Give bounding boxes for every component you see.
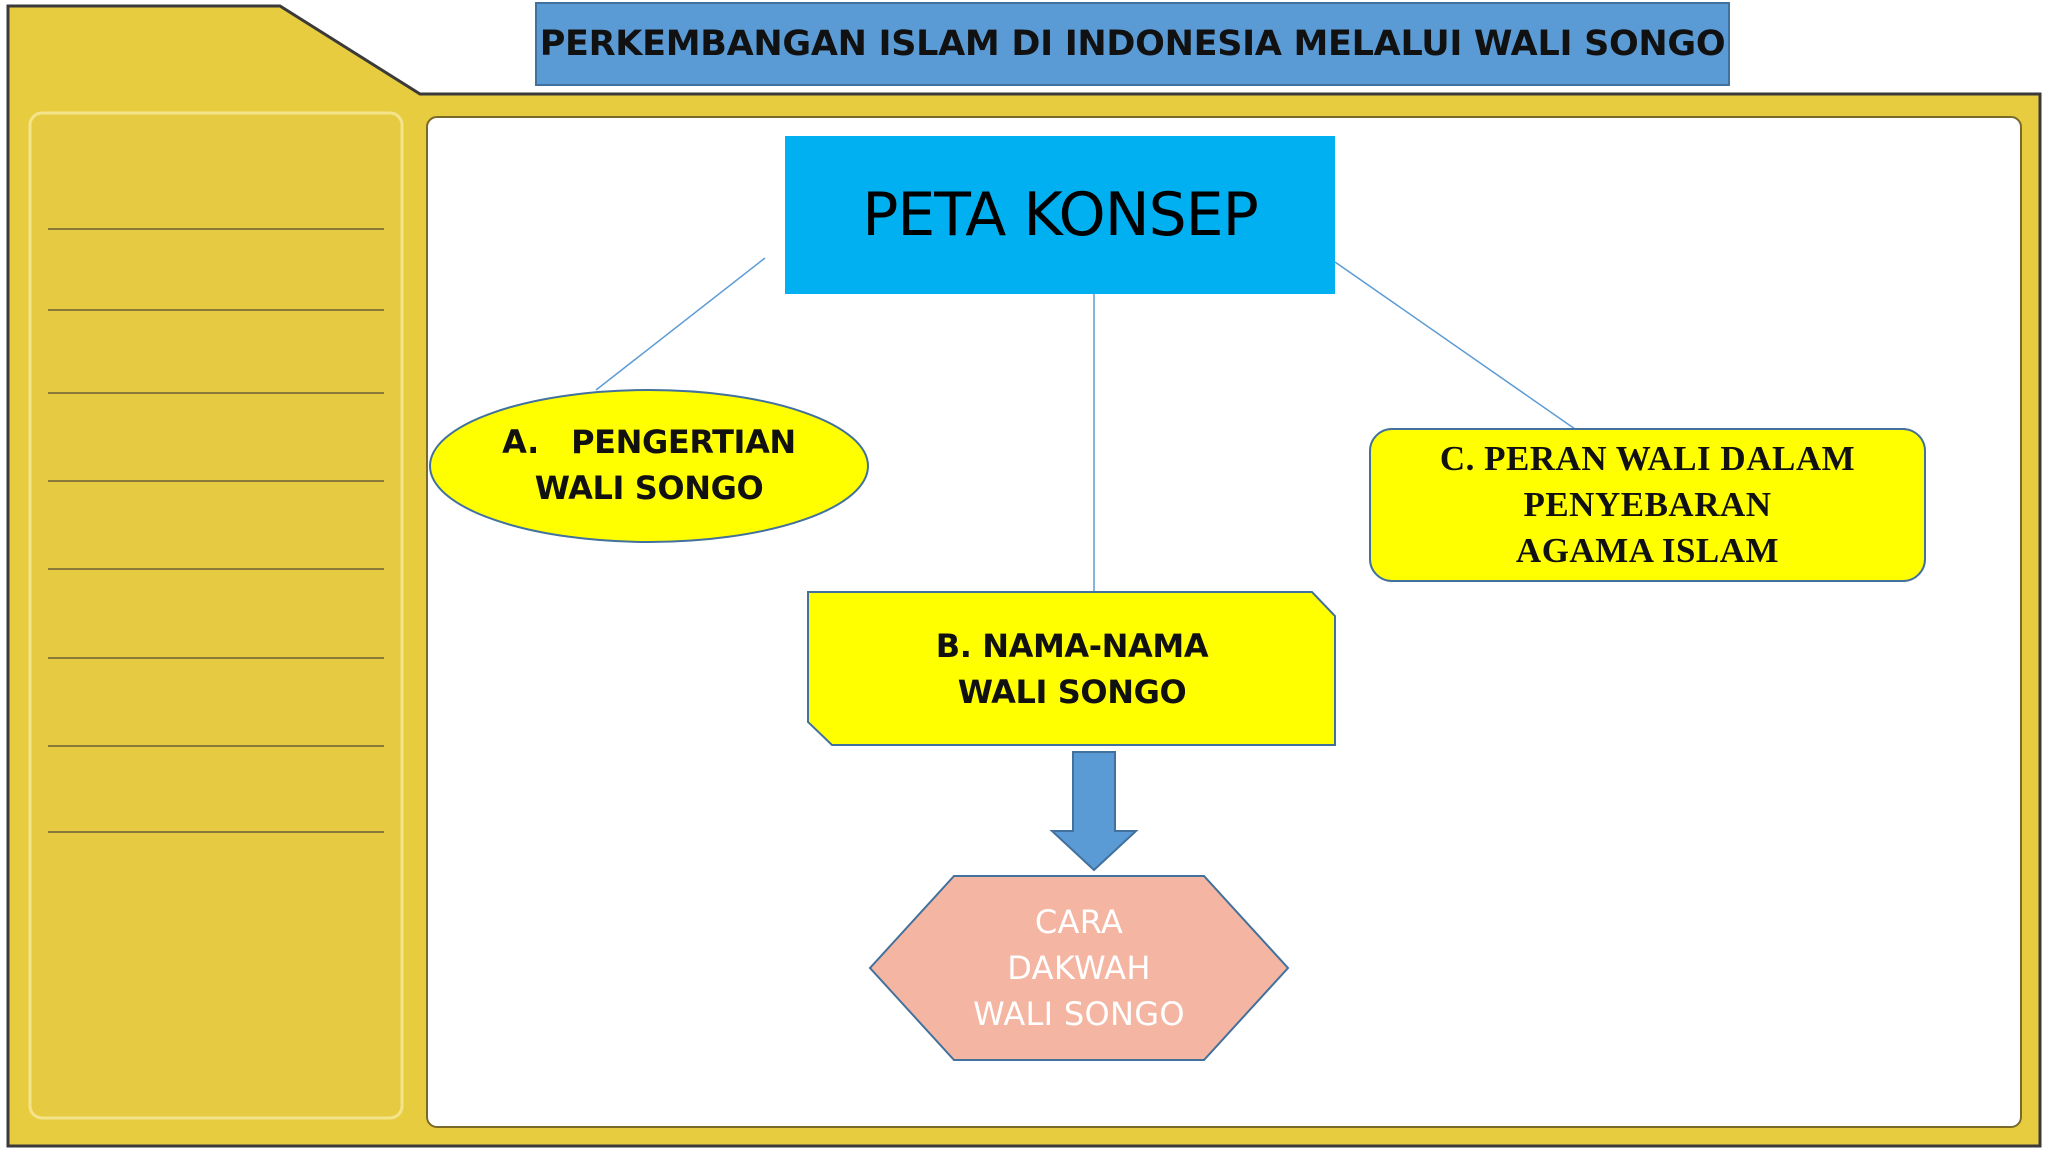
node-c-line: AGAMA ISLAM — [1515, 531, 1780, 570]
main-concept-box — [785, 136, 1335, 294]
node-a-text — [502, 419, 796, 511]
node-c-line: PENYEBARAN — [1523, 485, 1772, 524]
node-d-line: DAKWAH — [1007, 949, 1151, 987]
node-d-line: CARA — [1034, 903, 1124, 941]
node-d-line: WALI SONGO — [973, 995, 1185, 1033]
slide-title: PERKEMBANGAN ISLAM DI INDONESIA MELALUI WALI SONGO — [535, 2, 1730, 86]
node-a — [430, 390, 868, 540]
node-b — [808, 592, 1336, 745]
node-a-line: WALI SONGO — [534, 469, 764, 507]
node-a-line — [502, 419, 796, 465]
node-c — [1370, 429, 1925, 581]
node-d — [870, 876, 1288, 1060]
node-b-line: WALI SONGO — [957, 672, 1187, 711]
node-a-marker: A. — [502, 423, 539, 461]
folder-left-panel — [30, 113, 402, 1118]
node-b-line: B. NAMA-NAMA — [935, 626, 1209, 665]
node-a-label: PENGERTIAN — [571, 423, 796, 461]
node-c-line: C. PERAN WALI DALAM — [1439, 439, 1856, 478]
main-concept-label: PETA KONSEP — [862, 180, 1258, 250]
